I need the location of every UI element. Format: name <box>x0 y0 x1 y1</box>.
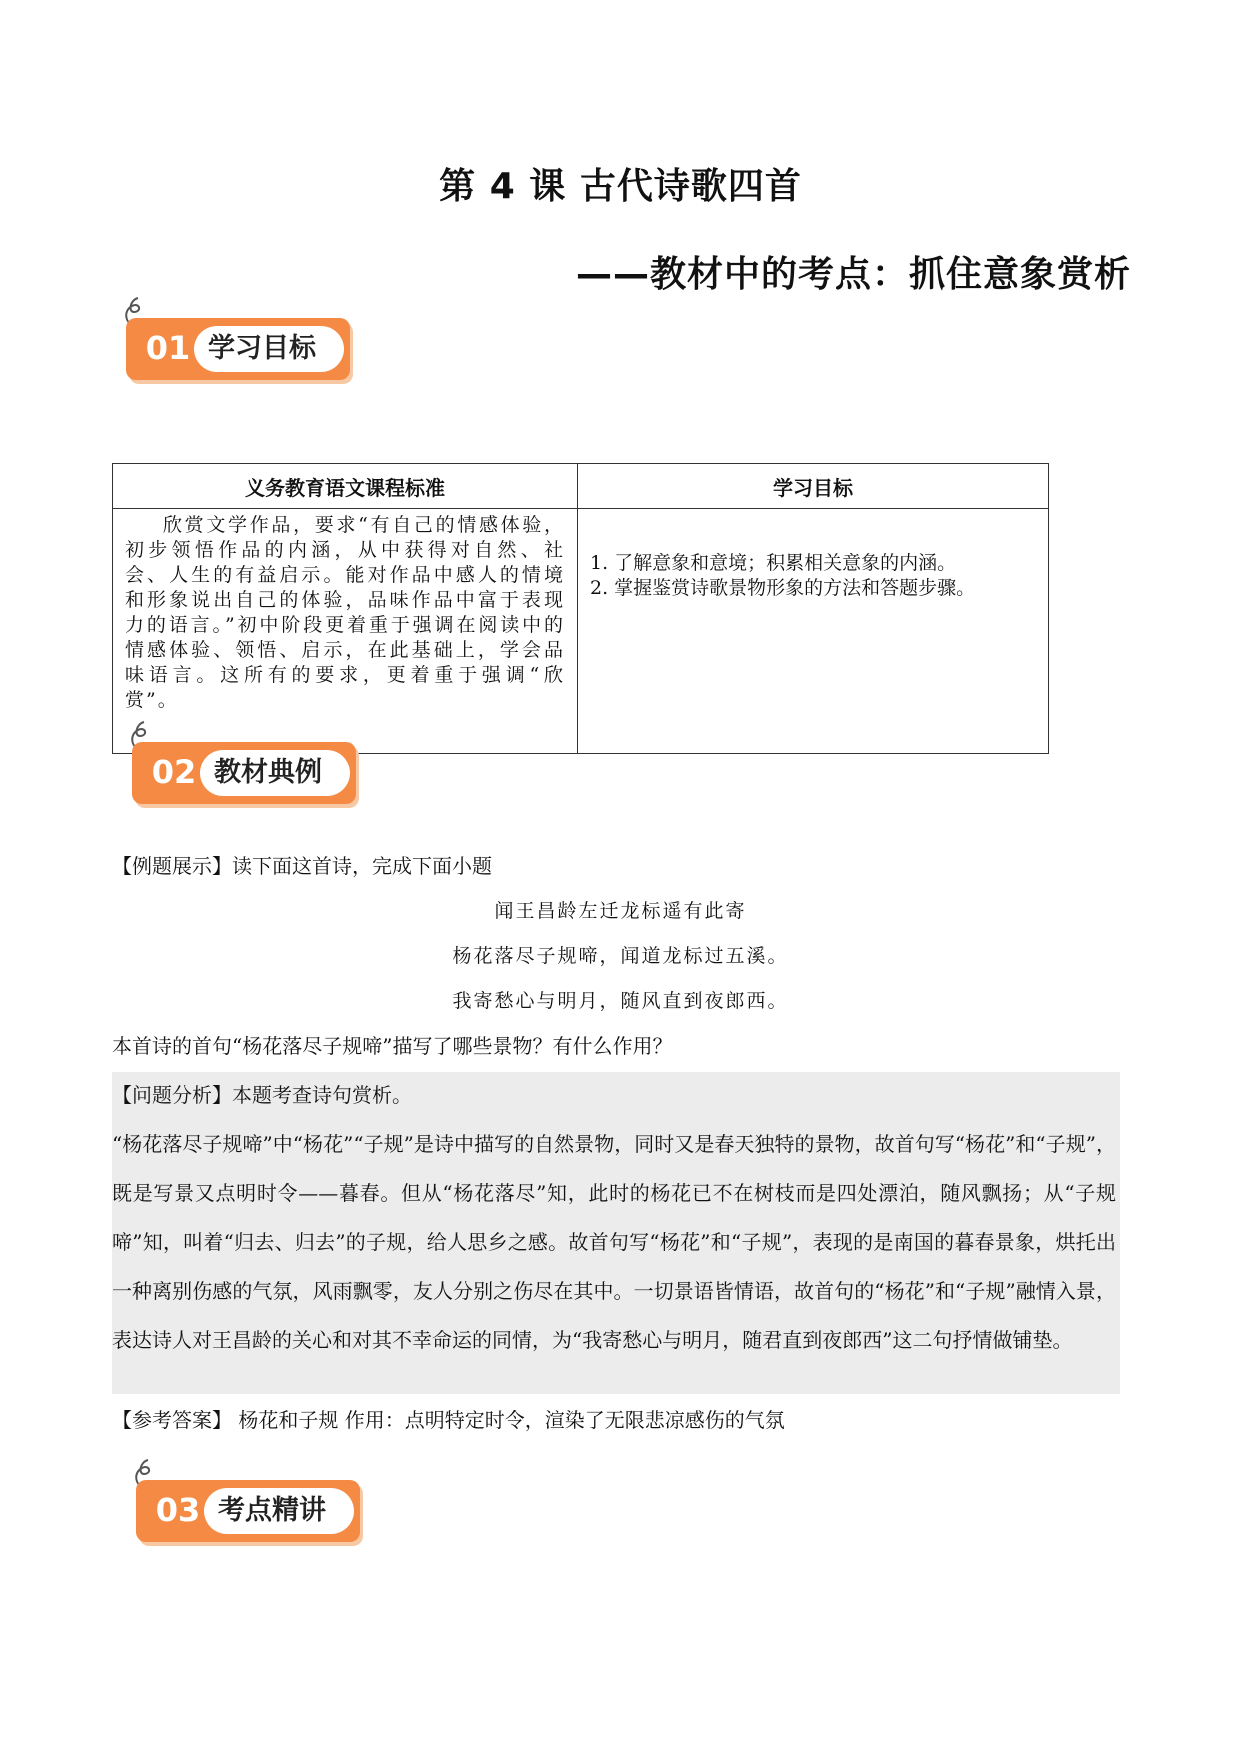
section-badge-01 <box>120 296 360 386</box>
analysis-head: 本题考查诗句赏析。 <box>232 1083 412 1107</box>
section-badge-02 <box>126 720 366 810</box>
goal-item: 1. 了解意象和意境；积累相关意象的内涵。 <box>590 552 957 574</box>
table-header-standard: 义务教育语文课程标准 <box>113 464 578 509</box>
section-label: 学习目标 <box>194 326 344 372</box>
answer-line <box>112 1405 785 1435</box>
example-intro <box>112 851 492 881</box>
question-text: 本首诗的首句“杨花落尽子规啼”描写了哪些景物？有什么作用？ <box>112 1034 673 1058</box>
poem-line: 杨花落尽子规啼，闻道龙标过五溪。 <box>452 945 789 967</box>
example-tag: 【例题展示】 <box>112 854 232 878</box>
section-number: 02 <box>151 753 197 791</box>
poem-title: 闻王昌龄左迁龙标遥有此寄 <box>494 900 747 922</box>
example-intro-text: 读下面这首诗，完成下面小题 <box>232 854 492 878</box>
section-number: 03 <box>155 1491 201 1529</box>
goals-cell <box>578 509 1049 754</box>
section-badge-03 <box>130 1458 370 1548</box>
section-number: 01 <box>145 329 191 367</box>
section-label: 考点精讲 <box>204 1488 354 1534</box>
analysis-block <box>112 1080 1116 1365</box>
goal-item: 2. 掌握鉴赏诗歌景物形象的方法和答题步骤。 <box>590 577 976 599</box>
answer-tag: 【参考答案】 <box>112 1408 232 1432</box>
objectives-table <box>112 463 1049 754</box>
answer-text: 杨花和子规 作用：点明特定时令，渲染了无限悲凉感伤的气氛 <box>232 1408 785 1432</box>
page-subtitle: ——教材中的考点：抓住意象赏析 <box>575 254 1131 295</box>
section-label: 教材典例 <box>200 750 350 796</box>
standard-text: 欣赏文学作品，要求“有自己的情感体验，初步领悟作品的内涵，从中获得对自然、社会、人生的有益启示。能对作品中感人的情境和形象说出自己的体验，品味作品中富于表现力的语言。”初中阶段更着重于强调在阅读中的情感体验、领悟、启示，在此基础上，学会品味语言。这所有的要求，更着重于强调“欣赏”。 <box>113 509 578 754</box>
table-header-goals: 学习目标 <box>578 464 1049 509</box>
analysis-body: “杨花落尽子规啼”中“杨花”“子规”是诗中描写的自然景物，同时又是春天独特的景物，故首句写“杨花”和“子规”，既是写景又点明时令——暮春。但从“杨花落尽”知，此时的杨花已不在树枝而是四处漂泊，随风飘扬；从“子规啼”知，叫着“归去、归去”的子规，给人思乡之感。故首句写“杨花”和“子规”，表现的是南国的暮春景象，烘托出一种离别伤感的气氛，风雨飘零，友人分别之伤尽在其中。一切景语皆情语，故首句的“杨花”和“子规”融情入景，表达诗人对王昌龄的关心和对其不幸命运的同情，为“我寄愁心与明月，随君直到夜郎西”这二句抒情做铺垫。 <box>112 1132 1116 1352</box>
page-title: 第 4 课 古代诗歌四首 <box>439 166 802 207</box>
analysis-tag: 【问题分析】 <box>112 1083 232 1107</box>
poem-line: 我寄愁心与明月，随风直到夜郎西。 <box>452 990 789 1012</box>
